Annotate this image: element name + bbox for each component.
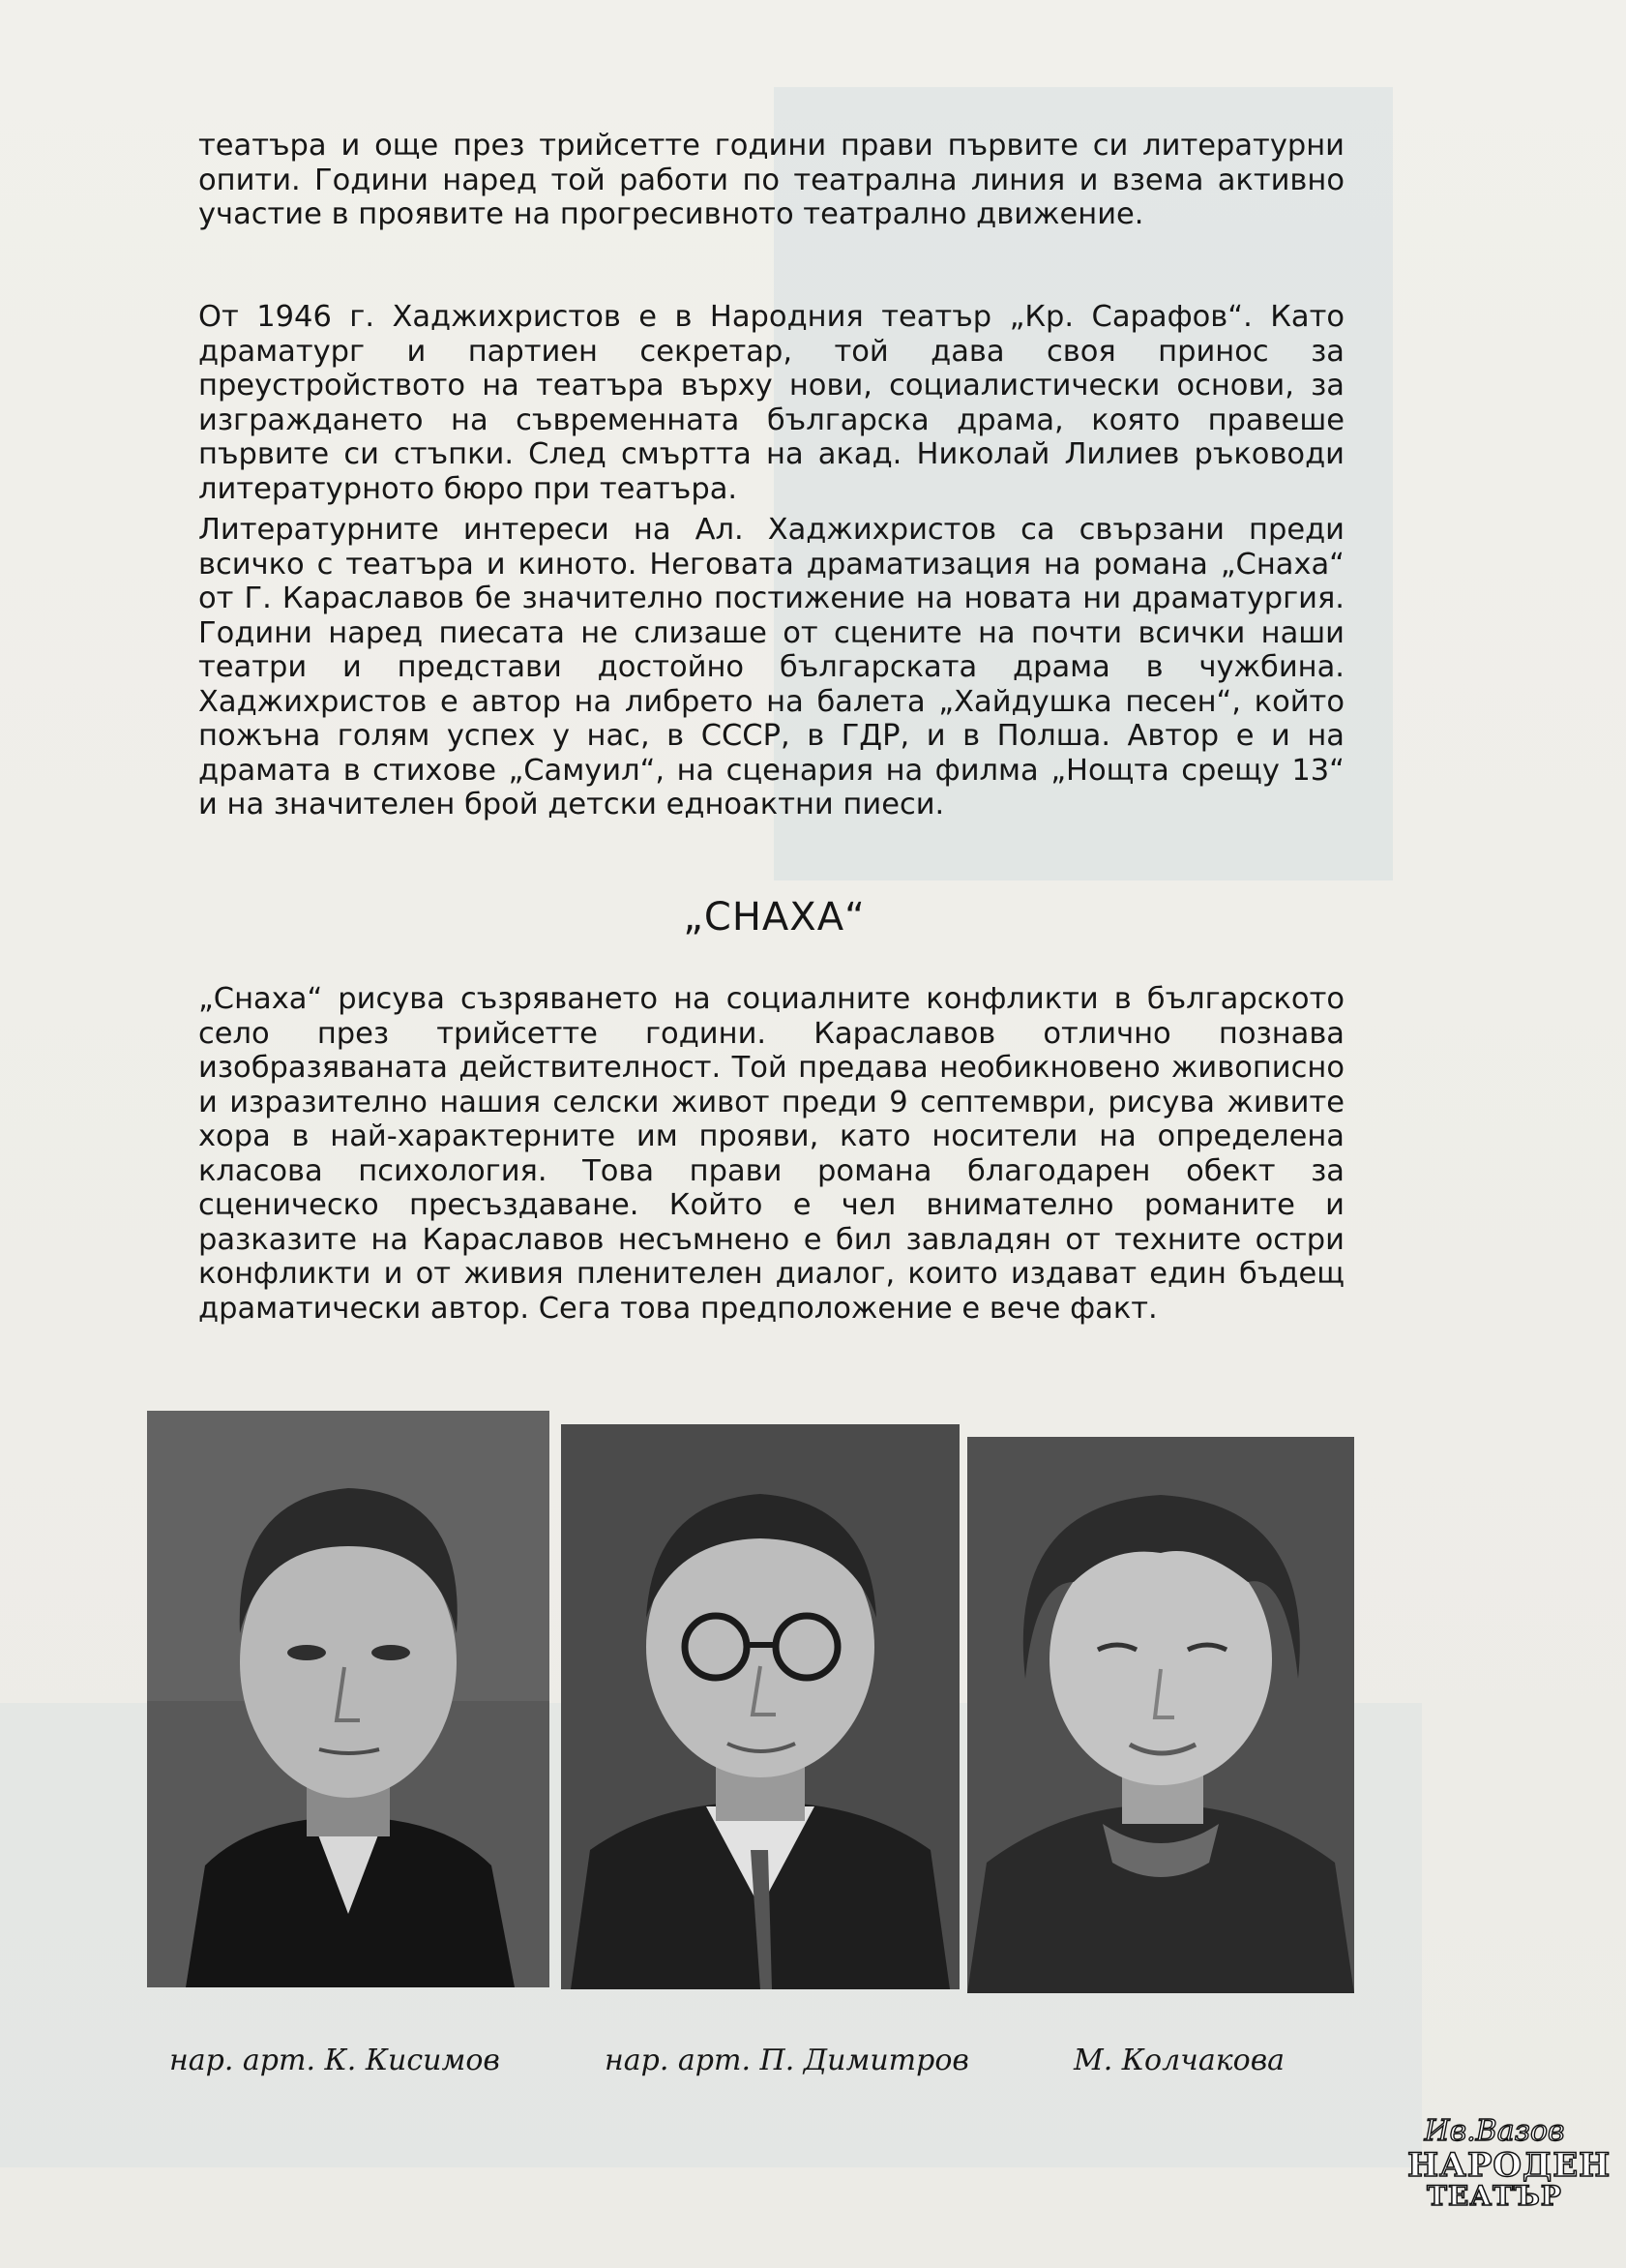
- paragraph-snaha: [198, 982, 1345, 1326]
- portrait-photo-kisimov: [147, 1411, 549, 1987]
- paragraph-text: „Снаха“ рисува съзряването на социалните конфликти в българското село през трийсетте години. Караславов отлично познава изобразяваната действителност. Той предава необикновено живописно и изразително нашия селски живот преди 9 септември, рисува живите хора в най-характерните им прояви, като носители на определена класова психология. Това прави романа благодарен обект за сценическо пресъздаване. Който е чел внимателно романите и разказите на Караславов несъмнено е бил завладян от техните остри конфликти и от живия пленителен диалог, които издават един бъдещ драматически автор. Сега това предположение е вече факт.: [198, 982, 1345, 1326]
- photo-caption-kisimov: нар. арт. К. Кисимов: [169, 2044, 500, 2077]
- logo-line-1: НАРОДЕН: [1407, 2146, 1611, 2185]
- national-theatre-logo: [1407, 2114, 1611, 2221]
- portrait-kolchakova-image: [967, 1437, 1354, 1993]
- portrait-photo-dimitrov: [561, 1424, 960, 1989]
- section-title: „СНАХА“: [683, 895, 866, 940]
- logo-signature: Ив.Вазов: [1424, 2114, 1565, 2148]
- portrait-photo-kolchakova: [967, 1437, 1354, 1993]
- paragraph-text: театъра и още през трийсетте години прави първите си литературни опити. Години наред той работи по театрална линия и взема активно участие в проявите на прогресивното театрално движение.: [198, 129, 1345, 231]
- photo-caption-dimitrov: нар. арт. П. Димитров: [605, 2044, 969, 2077]
- paragraph-career: [198, 129, 1345, 232]
- paragraph-text: От 1946 г. Хаджихристов е в Народния театър „Кр. Сарафов“. Като драматург и партиен секретар, той дава своя принос за преустройството на театъра върху нови, социалистически основи, за изграждането на съвременната българска драма, която правеше първите си стъпки. След смъртта на акад. Николай Лилиев ръководи литературното бюро при театъра.: [198, 300, 1345, 506]
- portrait-kisimov-image: [147, 1411, 549, 1987]
- paragraph-national-theatre: [198, 300, 1345, 506]
- logo-line-2: ТЕАТЪР: [1427, 2180, 1562, 2212]
- paragraph-text: Литературните интереси на Ал. Хаджихристов са свързани преди всичко с театъра и киното. Неговата драматизация на романа „Снаха“ от Г. Караславов бе значително постижение на новата ни драматургия. Години наред пиесата не слизаше от сцените на почти всички наши театри и представи достойно българската драма в чужбина. Хаджихристов е автор на либрето на балета „Хайдушка песен“, който пожъна голям успех у нас, в СССР, в ГДР, и в Полша. Автор е и на драмата в стихове „Самуил“, на сценария на филма „Нощта срещу 13“ и на значителен брой детски едноактни пиеси.: [198, 513, 1345, 821]
- portrait-dimitrov-image: [561, 1424, 960, 1989]
- paragraph-literary-interests: [198, 513, 1345, 822]
- photo-caption-kolchakova: М. Колчакова: [1074, 2044, 1286, 2077]
